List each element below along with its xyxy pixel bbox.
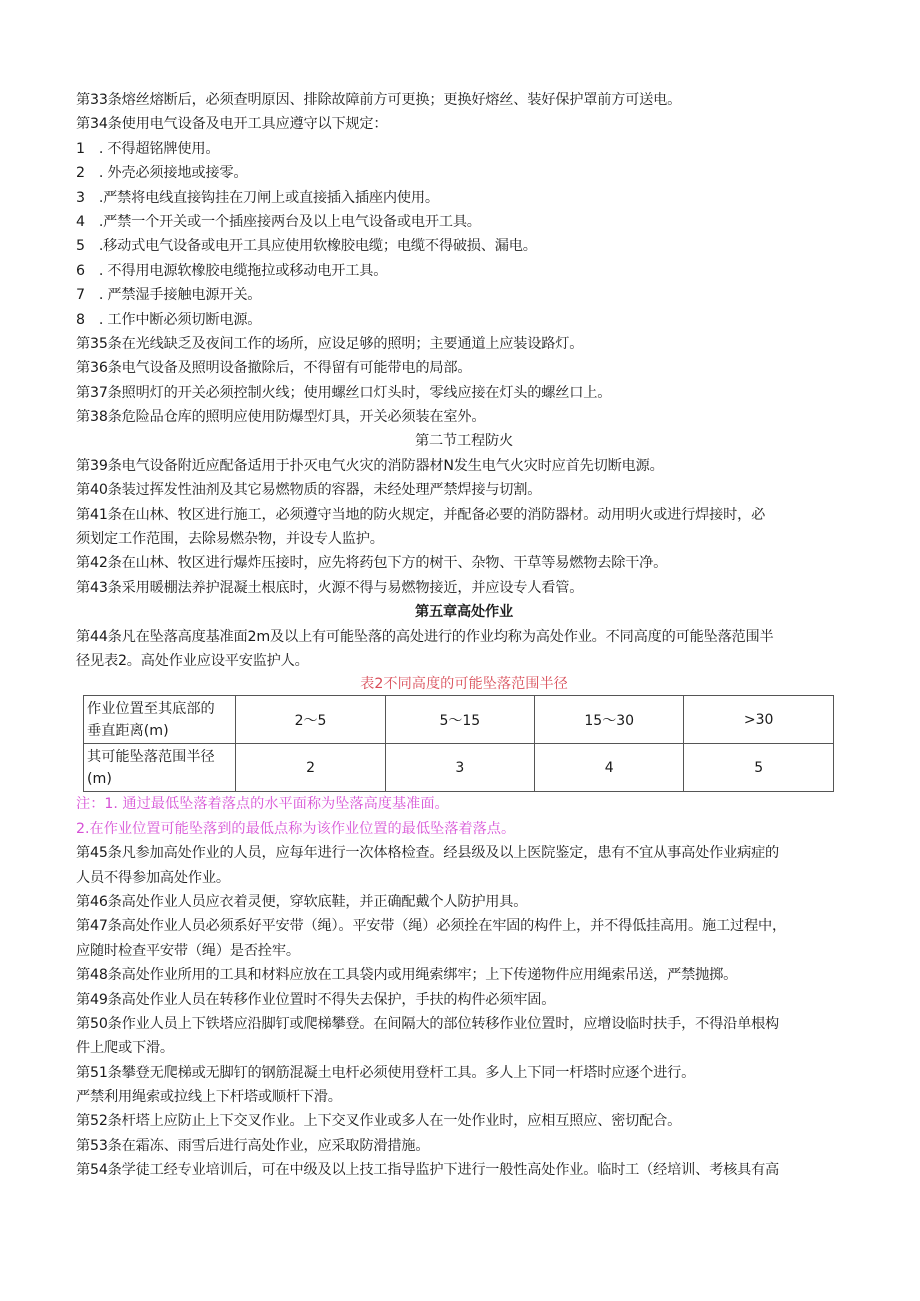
article-39: 第39条电气设备附近应配备适用于扑灭电气火灾的消防器材N发生电气火灾时应首先切断电源。 xyxy=(76,457,664,474)
article-42: 第42条在山林、牧区进行爆炸压接时，应先将药包下方的树干、杂物、干草等易燃物去除干净。 xyxy=(76,555,668,572)
list-item: 4 .严禁一个开关或一个插座接两台及以上电气设备或电开工具。 xyxy=(76,213,481,230)
article-46: 第46条高处作业人员应衣着灵便，穿软底鞋，并正确配戴个人防护用具。 xyxy=(76,893,528,910)
article-35: 第35条在光线缺乏及夜间工作的场所，应设足够的照明；主要通道上应装设路灯。 xyxy=(76,335,584,352)
article-38: 第38条危险品仓库的照明应使用防爆型灯具，开关必须装在室外。 xyxy=(76,409,486,426)
article-51: 第51条攀登无爬梯或无脚钉的钢筋混凝土电杆必须使用登杆工具。多人上下同一杆塔时应逐个进行。 xyxy=(76,1064,696,1081)
table-cell: 2 xyxy=(236,744,385,792)
table-cell: >30 xyxy=(684,696,834,744)
article-53: 第53条在霜冻、雨雪后进行高处作业，应采取防滑措施。 xyxy=(76,1137,430,1154)
article-54: 第54条学徒工经专业培训后，可在中级及以上技工指导监护下进行一般性高处作业。临时工（经培训、考核具有高 xyxy=(76,1162,780,1179)
fire-rules xyxy=(76,454,852,600)
article-45-cont: 人员不得参加高处作业。 xyxy=(76,869,230,886)
table-cell: 3 xyxy=(385,744,534,792)
article-34: 第34条使用电气设备及电开工具应遵守以下规定： xyxy=(76,116,388,133)
table-cell: 5～15 xyxy=(385,696,534,744)
chapter5-intro xyxy=(76,625,852,674)
list-item: 8 . 工作中断必须切断电源。 xyxy=(76,311,262,328)
list-item: 1 . 不得超铭牌使用。 xyxy=(76,140,220,157)
table-cell: 15～30 xyxy=(535,696,684,744)
article-41-cont: 须划定工作范围，去除易燃杂物，并设专人监护。 xyxy=(76,531,384,548)
article-52: 第52条杆塔上应防止上下交叉作业。上下交叉作业或多人在一处作业时，应相互照应、密切配合。 xyxy=(76,1113,682,1130)
section-heading: 第二节工程防火 xyxy=(415,433,513,450)
list-item: 2 . 外壳必须接地或接零。 xyxy=(76,165,248,182)
article-43: 第43条采用暖棚法养护混凝土根底时，火源不得与易燃物接近，并应设专人看管。 xyxy=(76,579,584,596)
article-33: 第33条熔丝熔断后，必须查明原因、排除故障前方可更换；更换好熔丝、装好保护罩前方可送电。 xyxy=(76,92,682,108)
row-header-height xyxy=(84,696,236,744)
table-row xyxy=(84,744,834,792)
row-header-radius xyxy=(84,744,236,792)
article-36: 第36条电气设备及照明设备撤除后，不得留有可能带电的局部。 xyxy=(76,360,472,377)
article-47-cont: 应随时检查平安带（绳）是否拴牢。 xyxy=(76,942,300,959)
document-page xyxy=(76,88,852,1183)
article-37: 第37条照明灯的开关必须控制火线；使用螺丝口灯头时，零线应接在灯头的螺丝口上。 xyxy=(76,384,612,401)
table-caption: 表2不同高度的可能坠落范围半径 xyxy=(360,676,568,693)
height-work-rules xyxy=(76,841,852,1182)
table-cell: 4 xyxy=(535,744,684,792)
article-45: 第45条凡参加高处作业的人员，应每年进行一次体格检查。经县级及以上医院鉴定，患有不宜从事高处作业病症的 xyxy=(76,845,780,862)
article-41: 第41条在山林、牧区进行施工，必须遵守当地的防火规定，并配备必要的消防器材。动用明火或进行焊接时，必 xyxy=(76,506,766,523)
header-line: 作业位置至其底部的 xyxy=(87,700,215,717)
list-item: 5 .移动式电气设备或电开工具应使用软橡胶电缆；电缆不得破损、漏电。 xyxy=(76,238,537,255)
article-50-cont: 件上爬或下滑。 xyxy=(76,1040,174,1057)
chapter-heading: 第五章高处作业 xyxy=(415,604,513,621)
fall-radius-table xyxy=(83,695,834,792)
table-cell: 2～5 xyxy=(236,696,385,744)
article-49: 第49条高处作业人员在转移作业位置时不得失去保护，手扶的构件必须牢固。 xyxy=(76,991,556,1008)
list-item: 7 . 严禁湿手接触电源开关。 xyxy=(76,287,262,304)
article-50: 第50条作业人员上下铁塔应沿脚钉或爬梯攀登。在间隔大的部位转移作业位置时，应增设临时扶手，不得沿单根构 xyxy=(76,1015,780,1032)
table-row xyxy=(84,696,834,744)
table-notes xyxy=(76,792,852,841)
article-47: 第47条高处作业人员必须系好平安带（绳）。平安带（绳）必须拴在牢固的构件上，并不得低挂高用。施工过程中， xyxy=(76,918,786,935)
note-2: 2.在作业位置可能坠落到的最低点称为该作业位置的最低坠落着落点。 xyxy=(76,820,516,837)
electrical-rules xyxy=(76,88,852,429)
article-44-cont: 径见表2。高处作业应设平安监护人。 xyxy=(76,652,309,669)
article-51-cont: 严禁利用绳索或拉线上下杆塔或顺杆下滑。 xyxy=(76,1089,342,1106)
article-44: 第44条凡在坠落高度基准面2m及以上有可能坠落的高处进行的作业均称为高处作业。不同高度的可能坠落范围半 xyxy=(76,628,774,645)
article-48: 第48条高处作业所用的工具和材料应放在工具袋内或用绳索绑牢；上下传递物件应用绳索吊送，严禁抛掷。 xyxy=(76,967,738,984)
table-cell: 5 xyxy=(684,744,834,792)
article-40: 第40条装过挥发性油剂及其它易燃物质的容器，未经处理严禁焊接与切割。 xyxy=(76,482,542,499)
header-line: (m) xyxy=(87,770,112,787)
header-line: 垂直距离(m) xyxy=(87,722,169,739)
list-item: 6 . 不得用电源软橡胶电缆拖拉或移动电开工具。 xyxy=(76,262,388,279)
note-1: 注：1. 通过最低坠落着落点的水平面称为坠落高度基准面。 xyxy=(76,796,449,813)
list-item: 3 .严禁将电线直接钩挂在刀闸上或直接插入插座内使用。 xyxy=(76,189,439,206)
header-line: 其可能坠落范围半径 xyxy=(87,748,215,765)
